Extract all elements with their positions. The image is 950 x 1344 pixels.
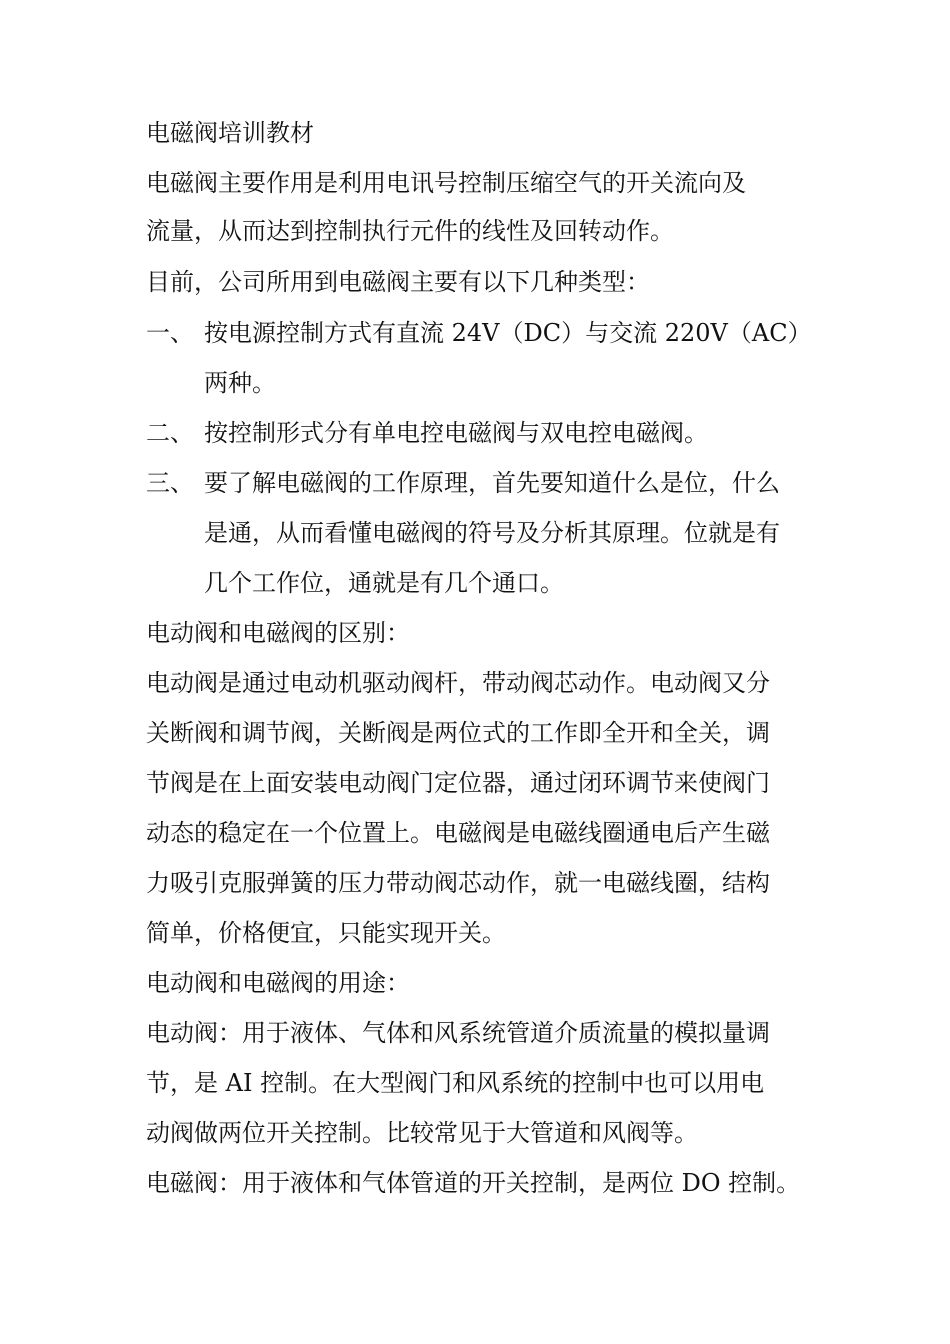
section-heading: 电动阀和电磁阀的用途：	[146, 969, 410, 997]
paragraph-line: 动阀做两位开关控制。比较常见于大管道和风阀等。	[146, 1119, 698, 1147]
list-item-line: 要了解电磁阀的工作原理，首先要知道什么是位，什么	[204, 469, 780, 497]
paragraph-line: 力吸引克服弹簧的压力带动阀芯动作，就一电磁线圈，结构	[146, 869, 770, 897]
paragraph-line: 关断阀和调节阀，关断阀是两位式的工作即全开和全关，调	[146, 719, 770, 747]
list-marker: 三、	[146, 469, 194, 497]
list-marker: 一、	[146, 319, 194, 347]
paragraph-line: 电磁阀：用于液体和气体管道的开关控制，是两位 DO 控制。	[146, 1169, 801, 1197]
intro-line: 流量，从而达到控制执行元件的线性及回转动作。	[146, 217, 674, 245]
paragraph-line: 节阀是在上面安装电动阀门定位器，通过闭环调节来使阀门	[146, 769, 770, 797]
paragraph-line: 动态的稳定在一个位置上。电磁阀是电磁线圈通电后产生磁	[146, 819, 770, 847]
paragraph-line: 简单，价格便宜，只能实现开关。	[146, 919, 506, 947]
intro-line: 电磁阀主要作用是利用电讯号控制压缩空气的开关流向及	[146, 169, 746, 197]
section-heading: 电动阀和电磁阀的区别：	[146, 619, 410, 647]
list-marker: 二、	[146, 419, 194, 447]
list-item-line: 按控制形式分有单电控电磁阀与双电控电磁阀。	[204, 419, 708, 447]
paragraph-line: 电动阀是通过电动机驱动阀杆，带动阀芯动作。电动阀又分	[146, 669, 770, 697]
intro-line: 目前，公司所用到电磁阀主要有以下几种类型：	[146, 268, 650, 296]
list-item-line: 是通，从而看懂电磁阀的符号及分析其原理。位就是有	[204, 519, 780, 547]
list-item-line: 按电源控制方式有直流 24V（DC）与交流 220V（AC）	[204, 319, 812, 347]
document-title: 电磁阀培训教材	[146, 119, 314, 147]
list-item-line: 几个工作位，通就是有几个通口。	[204, 569, 564, 597]
list-item-line: 两种。	[204, 369, 276, 397]
paragraph-line: 电动阀：用于液体、气体和风系统管道介质流量的模拟量调	[146, 1019, 770, 1047]
paragraph-line: 节，是 AI 控制。在大型阀门和风系统的控制中也可以用电	[146, 1069, 765, 1097]
